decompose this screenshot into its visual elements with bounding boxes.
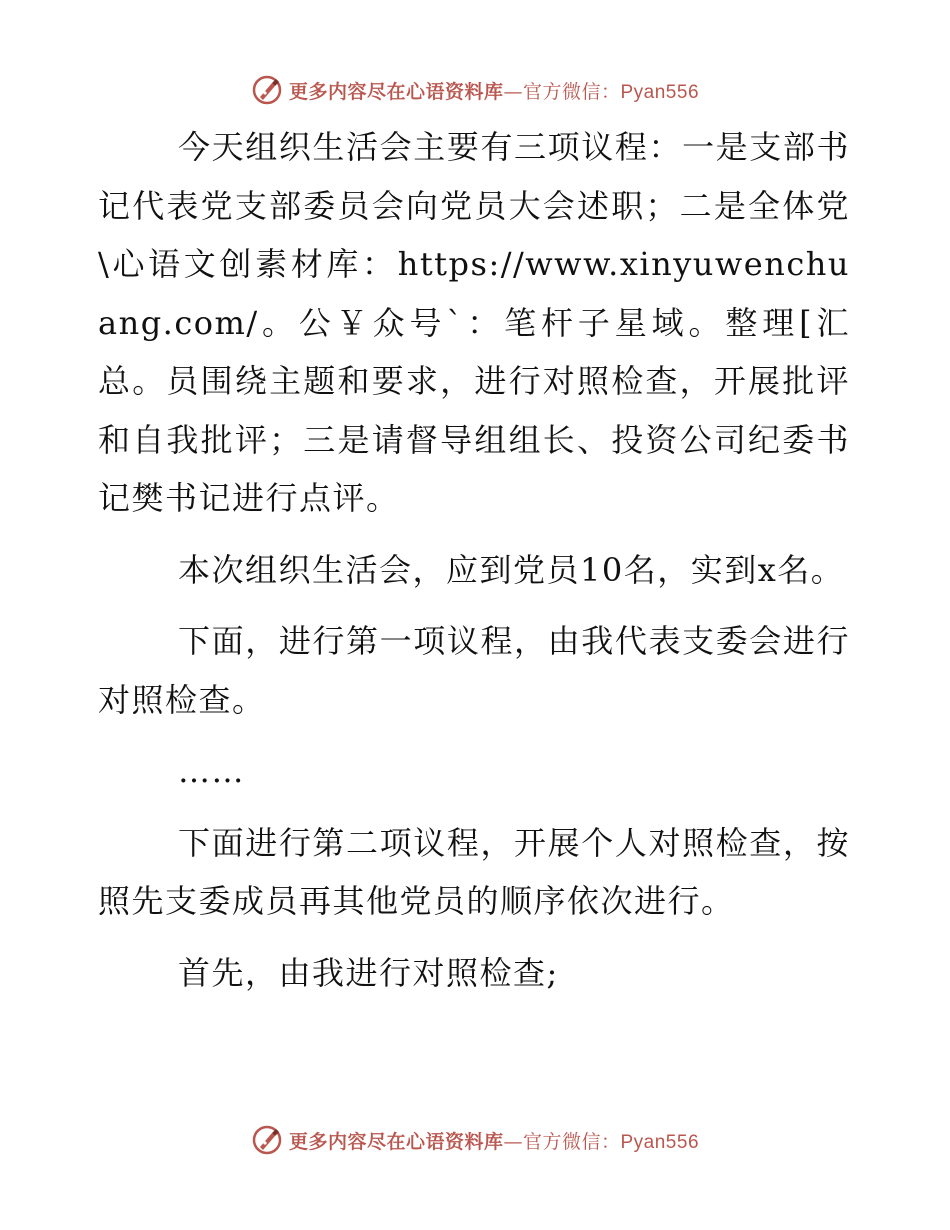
header-brand: 更多内容尽在心语资料库 — [288, 80, 504, 103]
header-wechat-label: 官方微信： — [522, 80, 621, 103]
header-banner — [0, 70, 950, 110]
paragraph-agenda: 今天组织生活会主要有三项议程：一是支部书记代表党支部委员会向党员大会述职；二是全体党\心语文创素材库：https://www.xinyuwenchuang.com/。公￥众号`：笔杆子星域。整理[汇总。员围绕主题和要求，进行对照检查，开展批评和自我批评；三是请督导组组长、投资公司纪委书记樊书记进行点评。 — [98, 128, 850, 517]
paragraph-ellipsis: …… — [178, 752, 245, 790]
paragraph-attendance: 本次组织生活会，应到党员10名，实到x名。 — [178, 550, 845, 589]
footer-wechat-id: Pyan556 — [620, 1131, 700, 1153]
paragraph-first-item: 下面，进行第一项议程，由我代表支委会进行对照检查。 — [98, 622, 850, 719]
document-body — [98, 118, 850, 1002]
paragraph-self-check: 首先，由我进行对照检查; — [178, 953, 559, 992]
pen-nib-logo-icon — [251, 1124, 283, 1156]
pen-nib-logo-icon — [251, 74, 283, 106]
footer-banner — [0, 1120, 950, 1160]
footer-brand: 更多内容尽在心语资料库 — [288, 1130, 504, 1153]
header-separator: — — [503, 80, 523, 103]
header-wechat-id: Pyan556 — [620, 81, 700, 103]
footer-separator: — — [503, 1130, 523, 1153]
footer-banner-text — [289, 1127, 699, 1154]
header-banner-text — [289, 77, 699, 104]
paragraph-second-item: 下面进行第二项议程，开展个人对照检查，按照先支委成员再其他党员的顺序依次进行。 — [98, 823, 850, 920]
footer-wechat-label: 官方微信： — [522, 1130, 621, 1153]
